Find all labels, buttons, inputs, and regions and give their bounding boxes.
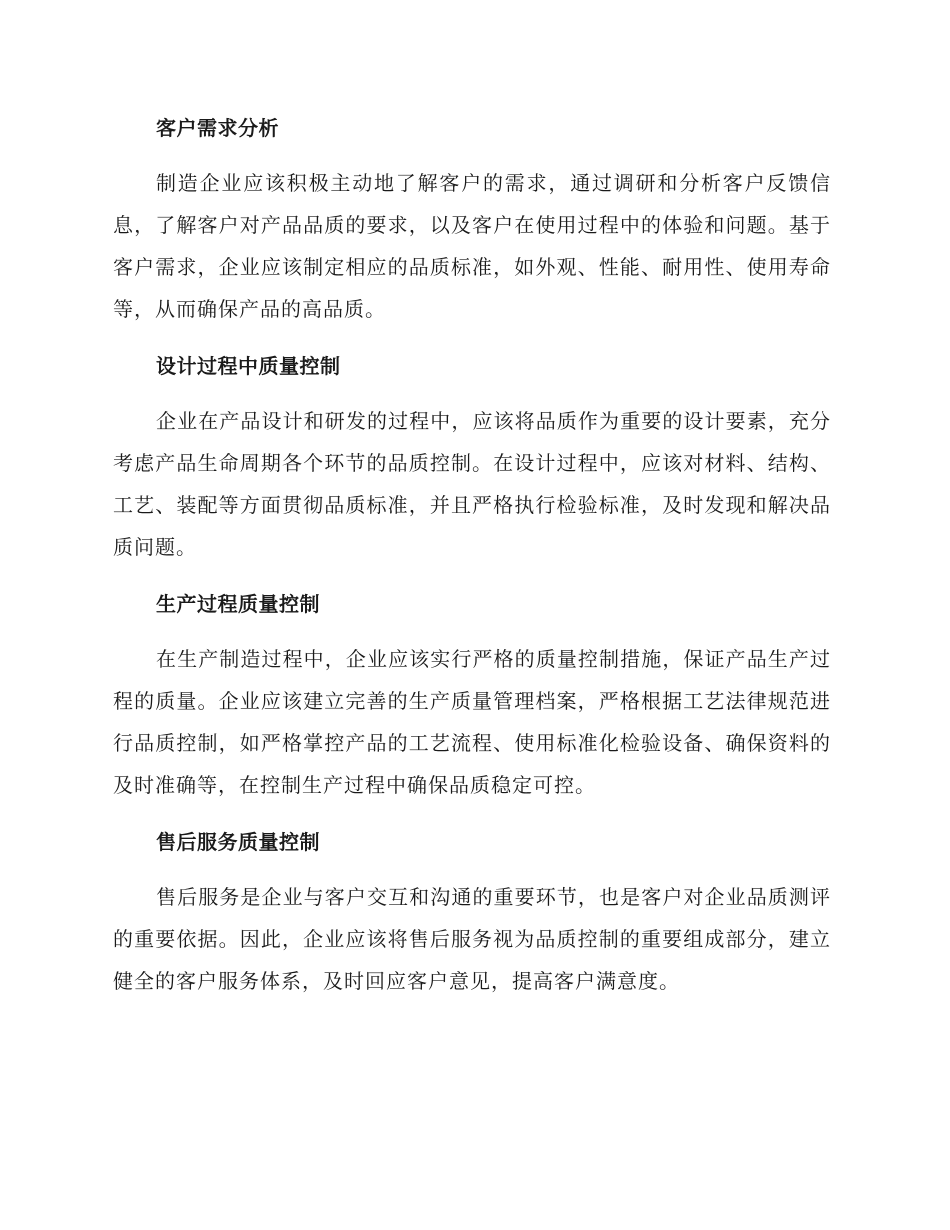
section-production-quality (113, 584, 831, 806)
section-customer-needs (113, 108, 831, 330)
section-paragraph: 在生产制造过程中，企业应该实行严格的质量控制措施，保证产品生产过程的质量。企业应该建立完善的生产质量管理档案，严格根据工艺法律规范进行品质控制，如严格掌控产品的工艺流程、使用标准化检验设备、确保资料的及时准确等，在控制生产过程中确保品质稳定可控。 (113, 647, 831, 797)
section-heading: 售后服务质量控制 (156, 830, 320, 854)
section-paragraph: 企业在产品设计和研发的过程中，应该将品质作为重要的设计要素，充分考虑产品生命周期各个环节的品质控制。在设计过程中，应该对材料、结构、工艺、装配等方面贯彻品质标准，并且严格执行检验标准，及时发现和解决品质问题。 (113, 409, 831, 559)
section-paragraph: 制造企业应该积极主动地了解客户的需求，通过调研和分析客户反馈信息，了解客户对产品品质的要求，以及客户在使用过程中的体验和问题。基于客户需求，企业应该制定相应的品质标准，如外观、性能、耐用性、使用寿命等，从而确保产品的高品质。 (113, 171, 831, 321)
section-paragraph: 售后服务是企业与客户交互和沟通的重要环节，也是客户对企业品质测评的重要依据。因此，企业应该将售后服务视为品质控制的重要组成部分，建立健全的客户服务体系，及时回应客户意见，提高客户满意度。 (113, 885, 831, 993)
section-heading: 客户需求分析 (156, 116, 279, 140)
document-body (113, 108, 831, 1018)
section-heading: 生产过程质量控制 (156, 592, 320, 616)
section-design-quality (113, 346, 831, 568)
section-after-sales-quality (113, 822, 831, 1002)
section-heading: 设计过程中质量控制 (156, 354, 341, 378)
